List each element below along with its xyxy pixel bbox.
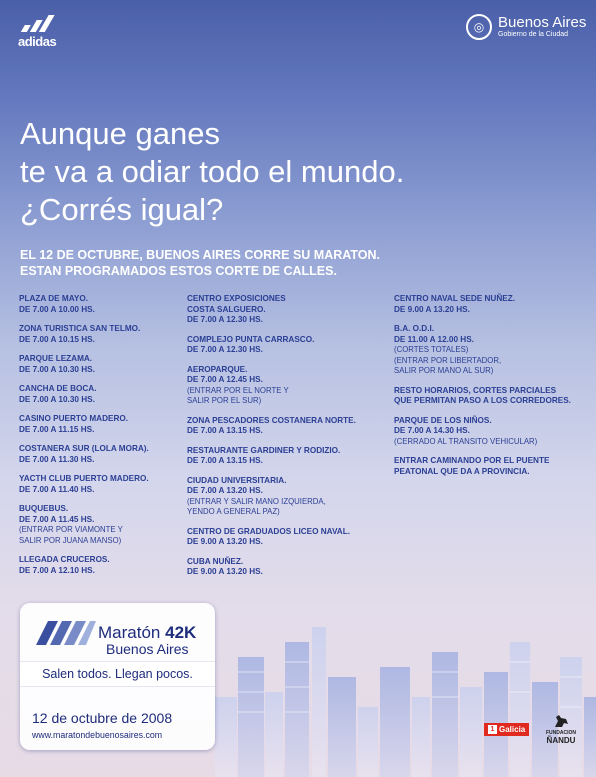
closure-time: PEATONAL QUE DA A PROVINCIA.	[394, 466, 530, 476]
closure-entry	[394, 456, 584, 477]
closure-time: DE 7.00 A 14.30 HS.	[394, 426, 470, 435]
galicia-sponsor-logo	[484, 723, 529, 736]
closure-entry	[187, 476, 382, 518]
headline	[20, 115, 404, 229]
closure-note: SALIR POR EL SUR)	[187, 396, 262, 405]
headline-line-2: te va a odiar todo el mundo.	[20, 154, 405, 189]
nandu-small-label: FUNDACION	[546, 730, 576, 736]
closure-entry	[187, 365, 382, 407]
closure-note: (ENTRAR POR VIAMONTE Y	[19, 525, 123, 534]
closure-time: DE 9.00 A 13.20 HS.	[394, 304, 470, 314]
closure-place: ENTRAR CAMINANDO POR EL PUENTE	[394, 456, 550, 465]
closure-place: CASINO PUERTO MADERO.	[19, 414, 129, 423]
closure-time: DE 7.00 A 12.30 HS.	[187, 315, 263, 324]
closure-time: DE 7.00 A 13.15 HS.	[187, 456, 263, 465]
subhead-line-1: EL 12 DE OCTUBRE, BUENOS AIRES CORRE SU MARATON.	[20, 248, 380, 262]
closure-place: COSTANERA SUR (LOLA MORA).	[19, 444, 149, 453]
closure-entry	[19, 384, 184, 405]
closure-place: COMPLEJO PUNTA CARRASCO.	[187, 334, 315, 344]
closure-entry	[187, 527, 382, 548]
closure-time: DE 7.00 A 10.30 HS.	[19, 364, 95, 374]
closure-entry	[19, 414, 184, 435]
closure-time: DE 7.00 A 10.30 HS.	[19, 394, 95, 404]
closure-time: DE 7.00 A 12.10 HS.	[19, 565, 95, 575]
subhead-line-2: ESTAN PROGRAMADOS ESTOS CORTE DE CALLES.	[20, 264, 337, 278]
closure-note: (CERRADO AL TRANSITO VEHICULAR)	[394, 436, 538, 446]
closure-place: RESTO HORARIOS, CORTES PARCIALES	[394, 385, 557, 395]
ba-title: Buenos Aires	[498, 14, 587, 31]
closure-time: DE 7.00 A 11.40 HS.	[19, 484, 95, 494]
closure-time: DE 11.00 A 12.00 HS.	[394, 334, 474, 344]
closure-note: (ENTRAR Y SALIR MANO IZQUIERDA,	[187, 496, 326, 506]
marathon-title	[98, 623, 196, 643]
closure-note: SALIR POR JUANA MANSO)	[19, 535, 122, 545]
closure-time: DE 7.00 A 12.30 HS.	[187, 345, 263, 354]
subheading	[20, 247, 380, 279]
marathon-city: Buenos Aires	[106, 641, 189, 657]
closure-place: CIUDAD UNIVERSITARIA.	[187, 475, 287, 485]
closures-column-3	[394, 294, 584, 486]
closure-place: CANCHA DE BOCA.	[19, 384, 97, 393]
adidas-wordmark: adidas	[18, 34, 57, 49]
closure-place: RESTAURANTE GARDINER Y RODIZIO.	[187, 445, 341, 455]
closure-time: DE 7.00 A 11.15 HS.	[19, 424, 95, 434]
closure-place: CENTRO NAVAL SEDE NUÑEZ.	[394, 294, 515, 303]
closure-time: QUE PERMITAN PASO A LOS CORREDORES.	[394, 396, 571, 405]
closure-place: ZONA TURISTICA SAN TELMO.	[19, 324, 141, 333]
closure-time: DE 7.00 A 11.30 HS.	[19, 454, 95, 464]
nandu-label: ÑANDU	[546, 736, 576, 745]
closure-entry	[19, 555, 184, 576]
closure-place-cont: COSTA SALGUERO.	[187, 304, 266, 314]
website-link[interactable]: www.maratondebuenosaires.com	[32, 730, 163, 740]
closures-column-2	[187, 294, 382, 587]
closure-place: B.A. O.D.I.	[394, 324, 435, 333]
closure-entry	[19, 504, 184, 546]
city-seal-icon: ◎	[466, 14, 492, 40]
closure-place: CENTRO DE GRADUADOS LICEO NAVAL.	[187, 526, 350, 536]
closure-note: (CORTES TOTALES)	[394, 345, 469, 354]
closure-entry	[19, 324, 184, 345]
nandu-sponsor-logo	[543, 714, 579, 745]
event-date: 12 de octubre de 2008	[32, 710, 173, 726]
buenos-aires-logo	[466, 14, 586, 40]
closure-place: ZONA PESCADORES COSTANERA NORTE.	[187, 415, 356, 425]
closure-note: SALIR POR MANO AL SUR)	[394, 366, 494, 375]
closure-time: DE 7.00 A 13.15 HS.	[187, 426, 263, 435]
closure-note: (ENTRAR POR LIBERTADOR,	[394, 355, 502, 365]
closure-entry	[394, 294, 584, 315]
closure-entry	[394, 386, 584, 407]
closure-time: DE 7.00 A 10.15 HS.	[19, 334, 95, 344]
closure-entry	[19, 354, 184, 375]
closure-entry	[187, 294, 382, 326]
closure-time: DE 9.00 A 13.20 HS.	[187, 537, 263, 546]
ostrich-icon	[552, 714, 570, 728]
closure-entry	[394, 416, 584, 448]
adidas-logo	[18, 14, 68, 49]
closure-time: DE 7.00 A 10.00 HS.	[19, 304, 95, 314]
closure-entry	[19, 474, 184, 495]
closure-place: PLAZA DE MAYO.	[19, 294, 88, 303]
closures-column-1	[19, 294, 184, 585]
closure-time: DE 9.00 A 13.20 HS.	[187, 567, 263, 576]
adidas-stripes-icon	[21, 14, 73, 32]
slogan: Salen todos. Llegan pocos.	[20, 661, 215, 687]
closure-time: DE 7.00 A 13.20 HS.	[187, 486, 263, 495]
closure-note: YENDO A GENERAL PAZ)	[187, 507, 280, 516]
ba-subtitle: Gobierno de la Ciudad	[498, 31, 569, 38]
marathon-word: Maratón	[98, 623, 161, 642]
galicia-mark-icon: 1	[488, 725, 497, 734]
closure-entry	[187, 446, 382, 467]
closure-time: DE 7.00 A 12.45 HS.	[187, 375, 263, 384]
closure-place: CENTRO EXPOSICIONES	[187, 294, 286, 303]
closure-place: LLEGADA CRUCEROS.	[19, 555, 110, 564]
closure-time: DE 7.00 A 11.45 HS.	[19, 514, 95, 524]
headline-line-3: ¿Corrés igual?	[20, 192, 224, 227]
closure-entry	[19, 294, 184, 315]
closure-place: PARQUE DE LOS NIÑOS.	[394, 415, 492, 425]
closure-note: (ENTRAR POR EL NORTE Y	[187, 385, 289, 395]
galicia-label: Galicia	[499, 725, 526, 734]
closure-place: CUBA NUÑEZ.	[187, 556, 244, 566]
closure-entry	[19, 444, 184, 465]
marathon-distance: 42K	[165, 623, 197, 642]
closure-place: AEROPARQUE.	[187, 364, 248, 374]
closure-place: PARQUE LEZAMA.	[19, 354, 93, 363]
closure-place: BUQUEBUS.	[19, 504, 69, 513]
marathon-card	[20, 603, 215, 750]
closure-entry	[394, 324, 584, 377]
closure-entry	[187, 335, 382, 356]
closure-entry	[187, 416, 382, 437]
headline-line-1: Aunque ganes	[20, 116, 220, 151]
closure-place: YACTH CLUB PUERTO MADERO.	[19, 474, 149, 483]
closure-entry	[187, 557, 382, 578]
